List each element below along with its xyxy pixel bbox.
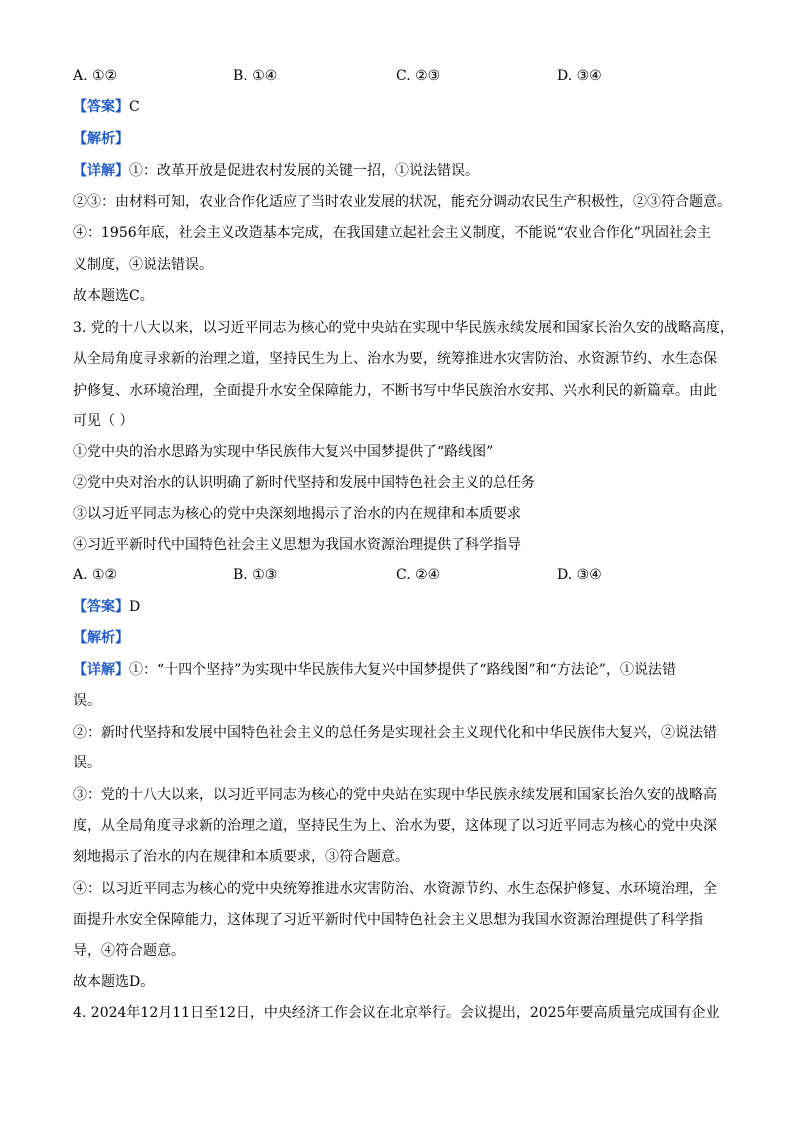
q3-detail-text-1: ①：“十四个坚持”为实现中华民族伟大复兴中国梦提供了“路线图”和“方法论”，①说法错 xyxy=(129,662,676,678)
q3-detail-line-9: 面提升水安全保障能力，这体现了习近平新时代中国特色社会主义思想为我国水资源治理提供了科学指 xyxy=(73,912,703,928)
q3-statement-3: ③以习近平同志为核心的党中央深刻地揭示了治水的内在规律和本质要求 xyxy=(73,506,521,522)
q3-stem-line-4: 可见（ ） xyxy=(73,413,134,429)
q3-statement-1: ①党中央的治水思路为实现中华民族伟大复兴中国梦提供了“路线图” xyxy=(73,444,494,460)
q3-stem-line-3: 护修复、水环境治理，全面提升水安全保障能力，不断书写中华民族治水安邦、兴水利民的新篇章。由此 xyxy=(73,383,717,399)
q3-detail-line-10: 导，④符合题意。 xyxy=(73,943,185,959)
q2-detail-line-4: 义制度，④说法错误。 xyxy=(73,257,213,273)
q2-conclusion: 故本题选C。 xyxy=(73,288,154,304)
q3-detail-line-6: 度，从全局角度寻求新的治理之道，坚持民生为上、治水为要，这体现了以习近平同志为核心的党中央深 xyxy=(73,818,717,834)
q3-stem-line-1: 3. 党的十八大以来，以习近平同志为核心的党中央站在实现中华民族永续发展和国家长治久安的战略高度， xyxy=(73,320,734,336)
q2-detail-line-2: ②③：由材料可知，农业合作化适应了当时农业发展的状况，能充分调动农民生产积极性，②③符合题意。 xyxy=(73,194,731,210)
q2-detail-text-1: ①：改革开放是促进农村发展的关键一招，①说法错误。 xyxy=(129,163,479,179)
q3-answer-value: D xyxy=(129,599,141,615)
q2-option-d: D. ③④ xyxy=(557,68,602,84)
q3-statement-4: ④习近平新时代中国特色社会主义思想为我国水资源治理提供了科学指导 xyxy=(73,537,521,553)
q3-answer xyxy=(73,597,140,617)
q3-detail-line-7: 刻地揭示了治水的内在规律和本质要求，③符合题意。 xyxy=(73,849,409,865)
q3-answer-tag: 【答案】 xyxy=(73,599,129,615)
q3-option-d: D. ③④ xyxy=(557,567,602,583)
q3-analysis-tag: 【解析】 xyxy=(73,630,129,646)
q2-option-c: C. ②③ xyxy=(396,68,441,84)
q3-conclusion: 故本题选D。 xyxy=(73,974,155,990)
q4-stem-line-1: 4. 2024年12月11日至12日，中央经济工作会议在北京举行。会议提出，2025年要高质量完成国有企业 xyxy=(73,1005,720,1021)
q3-option-b: B. ①③ xyxy=(233,567,278,583)
q2-detail-line-3: ④：1956年底，社会主义改造基本完成，在我国建立起社会主义制度，不能说“农业合作化”巩固社会主 xyxy=(73,225,711,241)
q3-detail-line-1 xyxy=(73,660,676,680)
q2-option-b: B. ①④ xyxy=(233,68,278,84)
q3-detail-line-5: ③：党的十八大以来，以习近平同志为核心的党中央站在实现中华民族永续发展和国家长治久安的战略高 xyxy=(73,787,717,803)
q2-option-a: A. ①② xyxy=(73,68,118,84)
q3-detail-line-8: ④：以习近平同志为核心的党中央统筹推进水灾害防治、水资源节约、水生态保护修复、水环境治理，全 xyxy=(73,881,717,897)
q2-answer xyxy=(73,97,140,117)
q3-detail-tag: 【详解】 xyxy=(73,662,129,678)
q2-answer-tag: 【答案】 xyxy=(73,99,129,115)
q2-answer-value: C xyxy=(129,99,140,115)
q2-detail-tag: 【详解】 xyxy=(73,163,129,179)
q3-detail-line-4: 误。 xyxy=(73,755,101,771)
q2-detail-line-1 xyxy=(73,161,479,181)
q2-analysis-tag: 【解析】 xyxy=(73,131,129,147)
q3-stem-line-2: 从全局角度寻求新的治理之道，坚持民生为上、治水为要，统筹推进水灾害防治、水资源节约、水生态保 xyxy=(73,351,717,367)
q3-option-c: C. ②④ xyxy=(396,567,441,583)
q3-option-a: A. ①② xyxy=(73,567,118,583)
q3-detail-line-2: 误。 xyxy=(73,693,101,709)
q3-statement-2: ②党中央对治水的认识明确了新时代坚持和发展中国特色社会主义的总任务 xyxy=(73,475,535,491)
q3-detail-line-3: ②：新时代坚持和发展中国特色社会主义的总任务是实现社会主义现代化和中华民族伟大复兴，②说法错 xyxy=(73,725,717,741)
